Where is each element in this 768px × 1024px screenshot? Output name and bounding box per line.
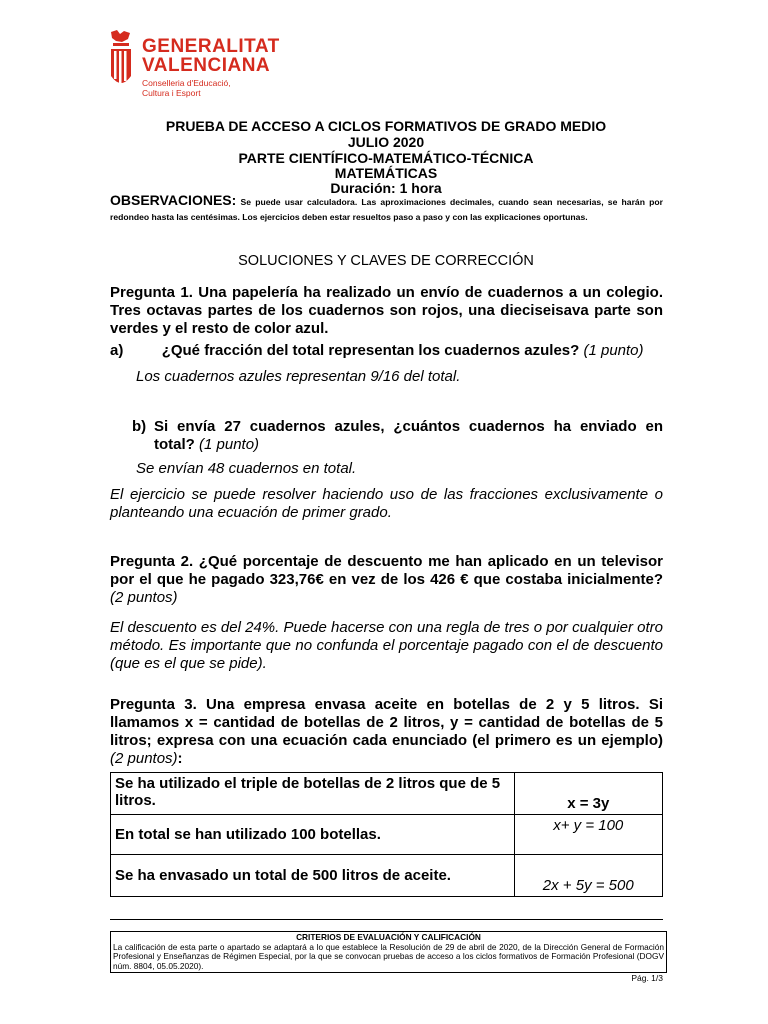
logo-subtitle-2: Cultura i Esport: [142, 88, 201, 98]
exam-part: PARTE CIENTÍFICO-MATEMÁTICO-TÉCNICA: [238, 150, 534, 166]
question-1b: [110, 418, 663, 454]
question-2-points: (2 puntos): [110, 589, 178, 606]
page-number: Pág. 1/3: [631, 973, 663, 983]
question-2-statement: Pregunta 2. ¿Qué porcentaje de descuento me han aplicado en un televisor por el que he pagado 323,76€ en vez de los 426 € que costaba inicialmente?: [110, 553, 663, 588]
table-row: [111, 855, 663, 897]
table-cell-statement: Se ha envasado un total de 500 litros de aceite.: [111, 855, 515, 897]
question-3: [110, 696, 663, 768]
logo-line-2: VALENCIANA: [142, 55, 271, 76]
question-1a-text: ¿Qué fracción del total representan los cuadernos azules?: [161, 342, 580, 359]
exam-subject: MATEMÁTICAS: [334, 165, 438, 181]
evaluation-criteria-text: La calificación de esta parte o apartado se adaptará a lo que establece la Resolución de 29 de abril de 2020, de la Dirección General de Formación Profesional y Enseñanzas de Régimen Especial, por la que se convocan pruebas de acceso a los ciclos formativos de Formación Profesional (DOGV núm. 8804, 05.05.2020).: [113, 941, 664, 971]
question-1-note: El ejercicio se puede resolver haciendo uso de las fracciones exclusivamente o planteando una ecuación de primer grado.: [110, 486, 663, 521]
footer-divider: [110, 919, 663, 920]
table-row: [111, 773, 663, 815]
table-cell-equation: x = 3y: [514, 773, 662, 815]
exam-title: PRUEBA DE ACCESO A CICLOS FORMATIVOS DE GRADO MEDIO: [165, 118, 607, 134]
question-3-table: [110, 772, 663, 897]
question-1b-points: (1 punto): [199, 436, 260, 453]
question-1b-label: b): [132, 418, 147, 435]
question-3-colon: :: [177, 750, 183, 767]
exam-duration: Duración: 1 hora: [330, 180, 442, 196]
question-2-answer: El descuento es del 24%. Puede hacerse con una regla de tres o por cualquier otro método. Es importante que no confunda el porcentaje pagado con el de descuento (que es el que se pide).: [110, 619, 663, 672]
evaluation-criteria-title: CRITERIOS DE EVALUACIÓN Y CALIFICACIÓN: [296, 932, 481, 942]
observations: [110, 193, 663, 225]
evaluation-criteria-box: [110, 931, 667, 973]
question-3-statement: Pregunta 3. Una empresa envasa aceite en botellas de 2 y 5 litros. Si llamamos x = cantidad de botellas de 2 litros, y = cantidad de botellas de 5 litros; expresa con una ecuación cada enunciado (el primero es un ejemplo): [110, 696, 663, 749]
question-1b-text: Si envía 27 cuadernos azules, ¿cuántos cuadernos ha enviado en total?: [154, 418, 663, 453]
logo-line-1: GENERALITAT: [142, 36, 280, 57]
table-row: [111, 815, 663, 855]
observations-label: OBSERVACIONES:: [110, 192, 237, 208]
table-cell-equation: 2x + 5y = 500: [514, 855, 662, 897]
question-1a-label: a): [110, 342, 124, 359]
generalitat-logo: [108, 30, 278, 105]
question-1a-answer: Los cuadernos azules representan 9/16 del total.: [136, 368, 461, 385]
table-cell-statement: En total se han utilizado 100 botellas.: [111, 815, 515, 855]
question-3-points: (2 puntos): [110, 750, 178, 767]
question-2: [110, 553, 663, 607]
logo-subtitle-1: Conselleria d'Educació,: [142, 78, 231, 88]
table-cell-equation: x+ y = 100: [514, 815, 662, 855]
observations-text: Se puede usar calculadora. Las aproximaciones decimales, cuando sean necesarias, se harán por redondeo hasta las centésimas. Los ejercicios deben estar resueltos paso a paso y con las explicaciones oportunas.: [110, 197, 663, 222]
question-1a: [110, 342, 663, 360]
table-cell-statement: Se ha utilizado el triple de botellas de 2 litros que de 5 litros.: [111, 773, 515, 815]
question-1a-points: (1 punto): [583, 342, 644, 359]
question-1b-answer: Se envían 48 cuadernos en total.: [136, 460, 357, 477]
question-1-statement: Pregunta 1. Una papelería ha realizado un envío de cuadernos a un colegio. Tres octavas partes de los cuadernos son rojos, una dieciseisava parte son verdes y el resto de color azul.: [110, 284, 663, 337]
section-title: SOLUCIONES Y CLAVES DE CORRECCIÓN: [238, 253, 534, 269]
exam-date: JULIO 2020: [347, 134, 425, 150]
coat-of-arms-icon: [108, 30, 134, 96]
